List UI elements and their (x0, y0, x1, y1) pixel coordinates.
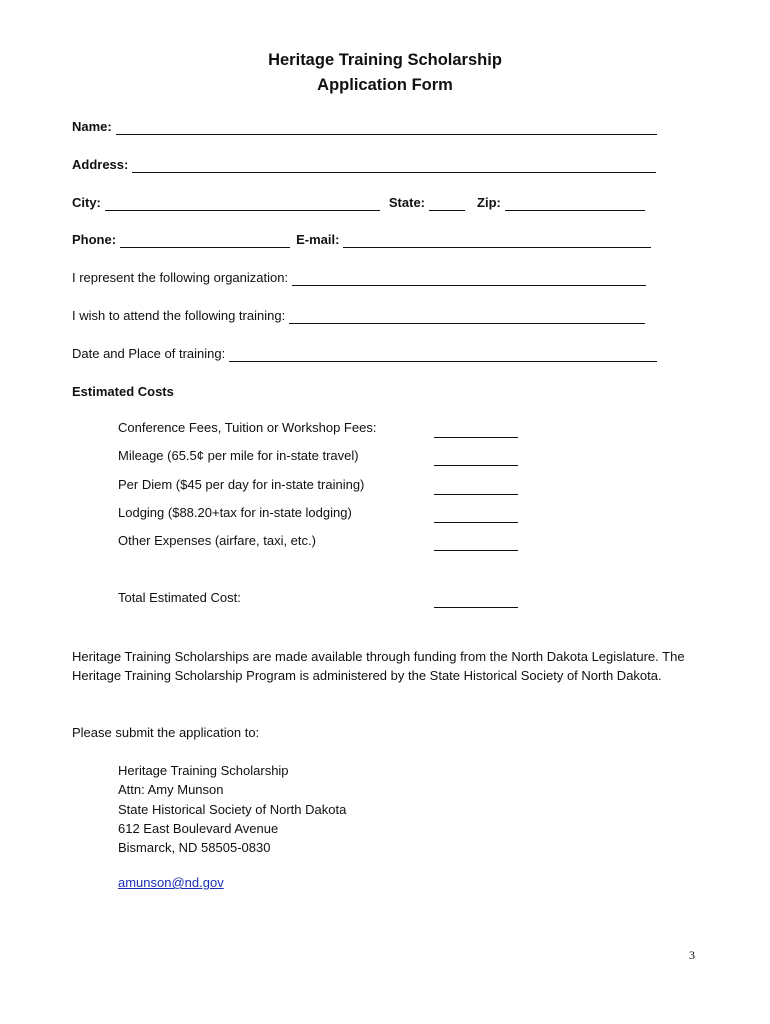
estimated-costs-heading: Estimated Costs (72, 384, 174, 399)
cost-amount-field[interactable] (434, 436, 518, 438)
page-number: 3 (689, 948, 695, 962)
address-line: 612 East Boulevard Avenue (118, 820, 279, 836)
cost-item-label: Per Diem ($45 per day for in-state training) (118, 477, 365, 492)
address-row (72, 155, 656, 173)
cost-amount-field[interactable] (434, 549, 518, 551)
form-title-line1: Heritage Training Scholarship (268, 51, 502, 69)
cost-item-lodging (118, 505, 518, 523)
cost-item-label: Mileage (65.5¢ per mile for in-state travel) (118, 448, 359, 463)
state-field[interactable] (429, 196, 465, 211)
funding-paragraph: Heritage Training Scholarships are made available through funding from the North Dakota Legislature. The Heritage Training Scholarship Program is administered by the State Historical Society of North Dakota. (72, 649, 685, 683)
address-line: State Historical Society of North Dakota (118, 801, 347, 817)
organization-field[interactable] (292, 271, 646, 286)
cost-item-label: Conference Fees, Tuition or Workshop Fees: (118, 420, 377, 435)
cost-item-other (118, 533, 518, 551)
cost-item-label: Lodging ($88.20+tax for in-state lodging) (118, 505, 352, 520)
address-field[interactable] (132, 158, 656, 173)
training-label: I wish to attend the following training: (72, 308, 286, 323)
state-label: State: (388, 195, 426, 210)
address-line: Heritage Training Scholarship (118, 763, 289, 778)
address-line: Bismarck, ND 58505-0830 (118, 840, 271, 856)
address-label: Address: (72, 157, 129, 172)
city-label: City: (72, 195, 101, 210)
training-row (72, 306, 645, 324)
date-place-label: Date and Place of training: (72, 346, 226, 361)
phone-field[interactable] (120, 233, 290, 248)
zip-field[interactable] (505, 196, 645, 211)
organization-row (72, 268, 646, 286)
city-field[interactable] (105, 196, 380, 211)
name-row (72, 117, 657, 135)
form-title-line2: Application Form (317, 76, 453, 94)
cost-item-per-diem (118, 477, 518, 495)
cost-amount-field[interactable] (434, 493, 518, 495)
date-place-field[interactable] (229, 347, 657, 362)
date-place-row (72, 344, 657, 362)
total-cost-field[interactable] (434, 606, 518, 608)
phone-email-row (72, 230, 651, 248)
estimated-costs-heading-row (72, 382, 174, 400)
name-field[interactable] (116, 120, 657, 135)
cost-amount-field[interactable] (434, 521, 518, 523)
city-state-zip-row (72, 193, 645, 211)
total-cost-label: Total Estimated Cost: (118, 590, 241, 605)
zip-label: Zip: (477, 195, 501, 210)
address-line: Attn: Amy Munson (118, 782, 224, 798)
name-label: Name: (72, 119, 112, 134)
submit-instructions: Please submit the application to: (72, 725, 260, 740)
email-label: E-mail: (296, 232, 340, 247)
phone-label: Phone: (72, 232, 117, 247)
organization-label: I represent the following organization: (72, 270, 289, 285)
mailing-address (118, 761, 346, 857)
cost-item-label: Other Expenses (airfare, taxi, etc.) (118, 533, 316, 548)
cost-amount-field[interactable] (434, 464, 518, 466)
contact-email-link[interactable]: amunson@nd.gov (118, 875, 224, 890)
email-field[interactable] (343, 233, 651, 248)
cost-item-conference (118, 420, 518, 438)
cost-item-mileage (118, 448, 518, 466)
training-field[interactable] (289, 309, 645, 324)
total-cost-row (118, 590, 518, 608)
